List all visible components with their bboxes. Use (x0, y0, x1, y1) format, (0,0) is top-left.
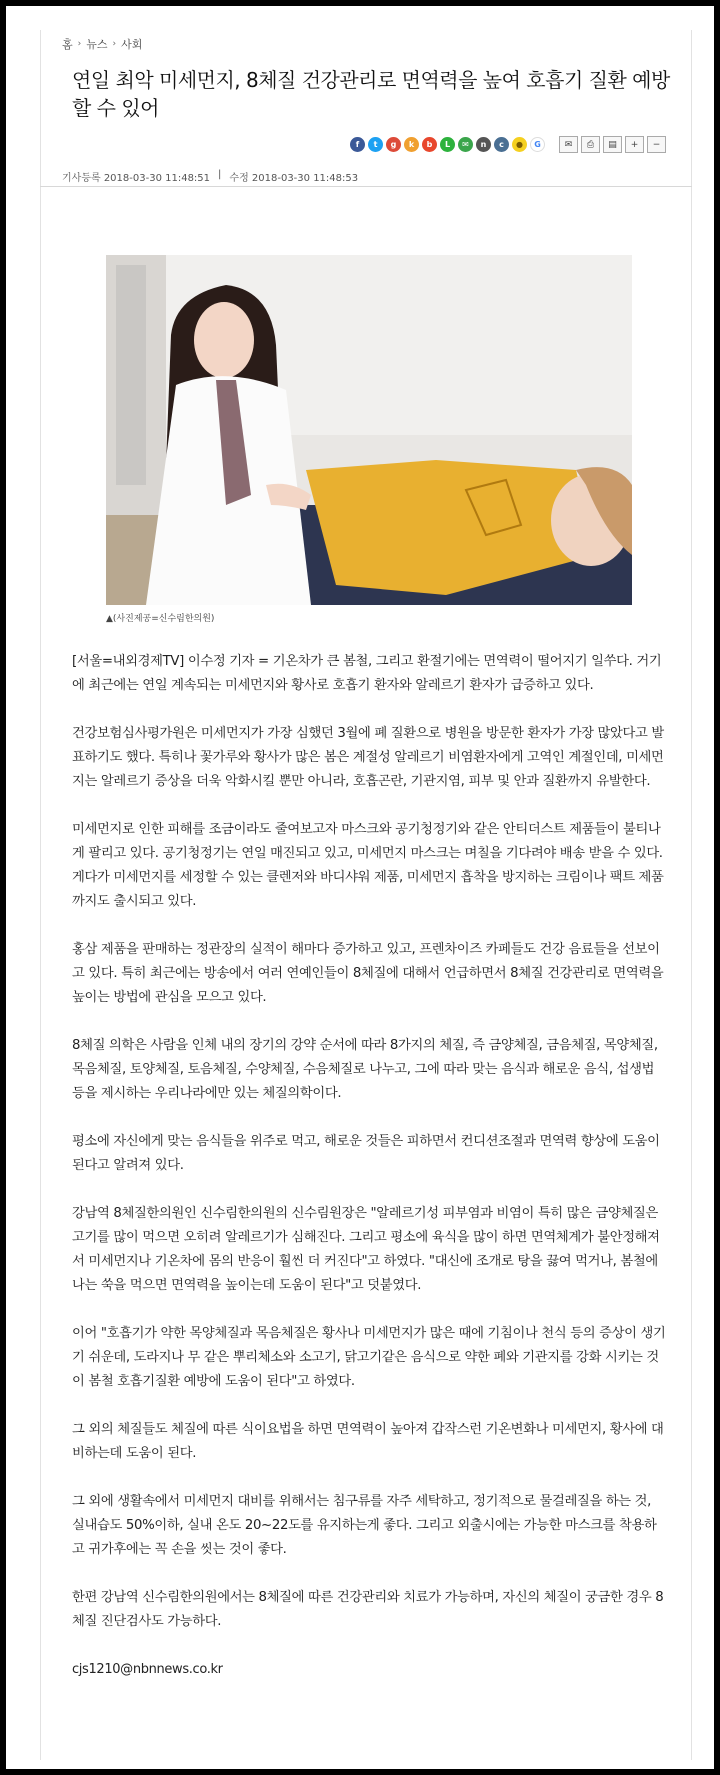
google-share-icon[interactable]: G (530, 137, 545, 152)
font-decrease-button[interactable]: − (647, 136, 666, 153)
date-divider: | (218, 169, 222, 180)
chevron-right-icon: › (77, 39, 82, 49)
twitter-share-icon[interactable]: t (368, 137, 383, 152)
breadcrumb (62, 36, 142, 52)
share-toolbar (350, 136, 666, 153)
paragraph: 이어 "호흡기가 약한 목양체질과 목음체질은 황사나 미세먼지가 많은 때에 기침이나 천식 등의 증상이 생기기 쉬운데, 도라지나 무 같은 뿌리체소와 소고기, 닭고기같은 음식으로 약한 폐와 기관지를 강화 시키는 것이 봄철 호흡기질환 예방에 도움이 된다"고 하였다. (72, 1326, 666, 1389)
photo-illustration (106, 255, 632, 605)
paragraph: 홍삼 제품을 판매하는 정관장의 실적이 해마다 증가하고 있고, 프렌차이즈 카페들도 건강 음료들을 선보이고 있다. 특히 최근에는 방송에서 여러 연예인들이 8체질에 대해서 언급하면서 8체질 건강관리로 면역력을 높이는 방법에 관심을 모으고 있다. (72, 942, 664, 1005)
header-divider (40, 186, 692, 187)
breadcrumb-society[interactable]: 사회 (121, 38, 143, 51)
article-body (72, 650, 667, 1706)
kakao-share-icon[interactable]: ● (512, 137, 527, 152)
kakaotalk-share-icon[interactable]: ✉ (458, 137, 473, 152)
scrap-icon[interactable]: ▤ (603, 136, 622, 153)
breadcrumb-news[interactable]: 뉴스 (86, 38, 108, 51)
paragraph: 그 외에 생활속에서 미세먼지 대비를 위해서는 침구류를 자주 세탁하고, 정기적으로 물걸레질을 하는 것, 실내습도 50%이하, 실내 온도 20~22도를 유지하는게 좋다. 그리고 외출시에는 가능한 마스크를 착용하고 귀가후에는 꼭 손을 씻는 것이 좋다. (72, 1494, 657, 1557)
paragraph: 미세먼지로 인한 피해를 조금이라도 줄여보고자 마스크와 공기청정기와 같은 안티더스트 제품들이 불티나게 팔리고 있다. 공기청정기는 연일 매진되고 있고, 미세먼지 마스크는 며칠을 기다려야 배송 받을 수 있다. 게다가 미세먼지를 세정할 수 있는 클렌저와 바디샤워 제품, 미세먼지 흡착을 방지하는 크림이나 팩트 제품까지도 출시되고 있다. (72, 822, 664, 909)
paragraph: 평소에 자신에게 맞는 음식들을 위주로 먹고, 해로운 것들은 피하면서 컨디션조절과 면역력 향상에 도움이 된다고 알려져 있다. (72, 1134, 660, 1173)
paragraph: 건강보험심사평가원은 미세먼지가 가장 심했던 3월에 폐 질환으로 병원을 방문한 환자가 가장 많았다고 발표하기도 했다. 특히나 꽃가루와 황사가 많은 봄은 계절성 알레르기 비염환자에게 고역인 계절인데, 미세먼지는 알레르기 증상을 더욱 악화시킬 뿐만 아니라, 호흡곤란, 기관지염, 피부 및 안과 질환까지 유발한다. (72, 726, 664, 789)
page (6, 6, 714, 1769)
naver-blog-share-icon[interactable]: n (476, 137, 491, 152)
band-share-icon[interactable]: b (422, 137, 437, 152)
article-photo (106, 255, 632, 605)
paragraph: 한편 강남역 신수림한의원에서는 8체질에 따른 건강관리와 치료가 가능하며, 자신의 체질이 궁금한 경우 8체질 진단검사도 가능하다. (72, 1590, 664, 1629)
paragraph: [서울=내외경제TV] 이수정 기자 = 기온차가 큰 봄철, 그리고 환절기에는 면역력이 떨어지기 일쑤다. 거기에 최근에는 연일 계속되는 미세먼지와 황사로 호흡기 환자와 알레르기 환자가 급증하고 있다. (72, 654, 662, 693)
facebook-share-icon[interactable]: f (350, 137, 365, 152)
modified-date: 수정 2018-03-30 11:48:53 (229, 173, 359, 184)
kakaostory-share-icon[interactable]: k (404, 137, 419, 152)
page-title: 연일 최악 미세먼지, 8체질 건강관리로 면역력을 높여 호흡기 질환 예방할 수 있어 (72, 68, 670, 120)
cafe-share-icon[interactable]: c (494, 137, 509, 152)
chevron-right-icon: › (112, 39, 117, 49)
googleplus-share-icon[interactable]: g (386, 137, 401, 152)
dateline (62, 169, 358, 184)
font-increase-button[interactable]: + (625, 136, 644, 153)
print-icon[interactable]: ⎙ (581, 136, 600, 153)
paragraph: 강남역 8체질한의원인 신수림한의원의 신수림원장은 "알레르기성 피부염과 비염이 특히 많은 금양체질은 고기를 많이 먹으면 오히려 알레르기가 심해진다. 그리고 평소에 육식을 많이 하면 면역체계가 불안정해져서 미세먼지나 기온차에 몸의 반응이 훨씬 더 커진다"고 하였다. "대신에 조개로 탕을 끓여 먹거나, 봄철에 나는 쑥을 먹으면 면역력을 높이는데 도움이 된다"고 덧붙였다. (72, 1206, 660, 1293)
breadcrumb-home[interactable]: 홈 (62, 38, 73, 51)
reporter-email[interactable]: cjs1210@nbnnews.co.kr (72, 1662, 223, 1677)
email-icon[interactable]: ✉ (559, 136, 578, 153)
paragraph: 8체질 의학은 사람을 인체 내의 장기의 강약 순서에 따라 8가지의 체질, 즉 금양체질, 금음체질, 목양체질, 목음체질, 토양체질, 토음체질, 수양체질, 수음체질로 나누고, 그에 따라 맞는 음식과 해로운 음식, 섭생법 등을 제시하는 우리나라에만 있는 체질의학이다. (72, 1038, 658, 1101)
photo-caption: ▲(사진제공=신수림한의원) (106, 614, 215, 624)
line-share-icon[interactable]: L (440, 137, 455, 152)
paragraph: 그 외의 체질들도 체질에 따른 식이요법을 하면 면역력이 높아져 갑작스런 기온변화나 미세먼지, 황사에 대비하는데 도움이 된다. (72, 1422, 664, 1461)
registered-date: 기사등록 2018-03-30 11:48:51 (62, 173, 211, 184)
